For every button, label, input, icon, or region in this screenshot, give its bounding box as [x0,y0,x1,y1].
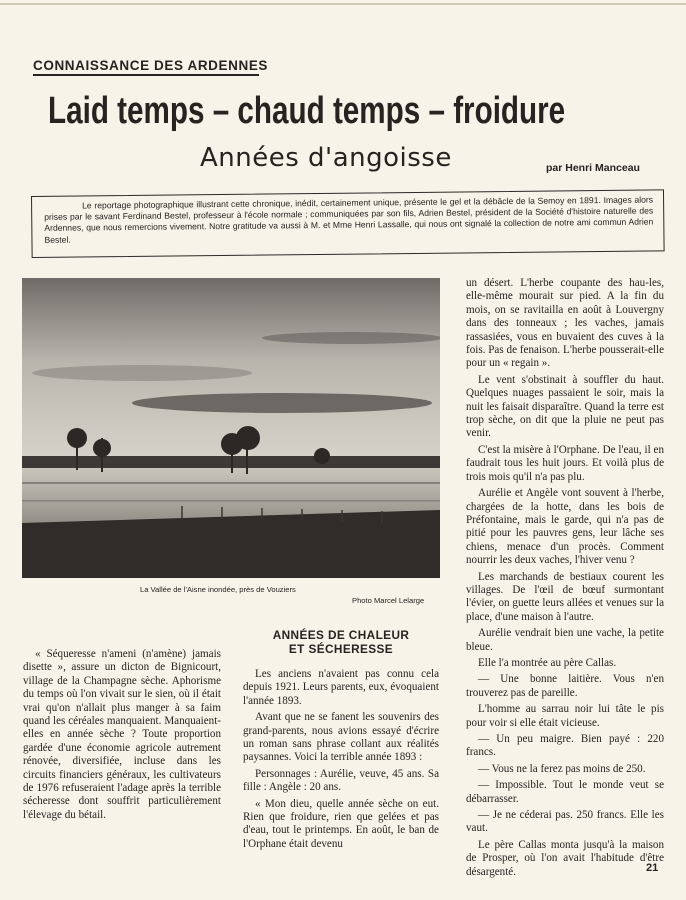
paragraph: Avant que ne se fanent les souvenirs des grand-parents, nous avions essayé d'écrire un roman sans phrase collant aux réalités paysannes. Voici la terrible année 1893 : [243,711,439,764]
section-heading [243,628,439,656]
kicker-underline [33,74,259,76]
page-number: 21 [646,862,659,874]
paragraph: — Une bonne laitière. Vous n'en trouverez pas de pareille. [466,673,664,699]
paragraph: — Un peu maigre. Bien payé : 220 francs. [466,733,664,759]
paragraph: Les marchands de bestiaux courent les villages. De l'œil de bœuf surmontant l'évier, on guette leurs allées et venues sur la place, d'une maison à l'autre. [466,570,664,623]
paragraph: L'homme au sarrau noir lui tâte le pis pour voir si elle était vicieuse. [466,703,664,729]
paragraph: Elle l'a montrée au père Callas. [478,656,617,669]
paragraph: « Séqueresse n'ameni (n'amène) jamais disette », assure un dicton de Bignicourt, village de la Champagne sèche. Aphorisme du temps où l'on vivait sur le sien, où il était vrai qu'on n'allait plus manger à sa faim quand les céréales manquaient. Manquaient-elles en année sèche ? Toute proportion gardée d'une économie agricole autrement rénovée, diversifiée, incluse dans les circuits financiers généraux, les cultivateurs de 1976 refuseraient l'adage après la terrible sécheresse dont souffrit particulièrement l'élevage du bétail. [23,648,221,821]
section-kicker: CONNAISSANCE DES ARDENNES [33,58,269,73]
intro-text: Le reportage photographique illustrant cette chronique, inédit, certainement unique, présente le gel et la débâcle de la Semoy en 1891. Images alors prises par le savant Ferdinand Bestel, professeur à l'école normale ; communiquées par son fils, Adrien Bestel, président de la Société d'histoire naturelle des Ardennes, que nous remercions vivement. Notre gratitude va aussi à M. et Mme Henri Lassalle, qui nous ont signalé la collection de notre ami commun Adrien Bestel. [44,194,654,245]
paragraph: Personnages : Aurélie, veuve, 45 ans. Sa fille : Angèle : 20 ans. [243,767,439,794]
top-rule [0,3,686,5]
section-heading-line-1: ANNÉES DE CHALEUR [272,628,410,642]
paragraph: Aurélie vendrait bien une vache, la petite bleue. [466,627,664,653]
column-3 [466,277,664,882]
paragraph: Le père Callas monta jusqu'à la maison de Prosper, où l'on avait l'habitude d'être désargenté. [466,838,664,878]
paragraph: — Vous ne la ferez pas moins de 250. [478,762,646,775]
flood-photo [22,278,440,578]
article-byline: par Henri Manceau [546,162,640,174]
article-title: Laid temps – chaud temps – froidure [48,90,566,132]
section-heading-line-2: ET SÉCHERESSE [288,642,394,656]
paragraph: C'est la misère à l'Orphane. De l'eau, il en faudrait tous les huit jours. Et voilà plus de trois mois qu'il n'a pas plu. [466,443,664,483]
column-2 [243,628,439,854]
article-subtitle: Années d'angoisse [200,143,452,173]
paragraph: « Mon dieu, quelle année sèche on eut. Rien que froidure, rien que gelées et pas d'eau, tout le printemps. En août, le ban de l'Orphane était devenu [243,797,439,850]
flood-photo-image [22,278,440,578]
photo-caption: La Vallée de l'Aisne inondée, près de Vouziers [140,585,296,594]
intro-box [31,189,665,258]
paragraph: — Impossible. Tout le monde veut se débarrasser. [466,779,664,805]
paragraph-continued: un désert. L'herbe coupante des hau-les, elle-même mourait sur pied. A la fin du mois, on se ravitailla en août à Louvergny dans des tonneaux ; les vaches, jamais rassasiées, vous en buvaient des cuves à la fois. Pas de fenaison. L'herbe pousserait-elle pour un « regain ». [466,277,664,370]
photo-credit: Photo Marcel Lelarge [352,596,425,605]
paragraph: Aurélie et Angèle vont souvent à l'herbe, chargées de la hotte, dans les bois de Préfontaine, mais le garde, qui n'a pas de pitié pour les pauvres gens, leur lâche ses chiens, menace d'un procès. Comment nourrir les deux vaches, l'hiver venu ? [466,487,664,567]
paragraph: Les anciens n'avaient pas connu cela depuis 1921. Leurs parents, eux, évoquaient l'année 1893. [243,668,439,707]
paragraph: Le vent s'obstinait à souffler du haut. Quelques nuages passaient le soir, mais la nuit les faisait disparaître. Quand la terre est trop sèche, on dit que la pluie ne peut pas venir. [466,373,664,440]
column-1 [23,648,221,825]
paragraph: — Je ne céderai pas. 250 francs. Elle les vaut. [466,809,664,835]
